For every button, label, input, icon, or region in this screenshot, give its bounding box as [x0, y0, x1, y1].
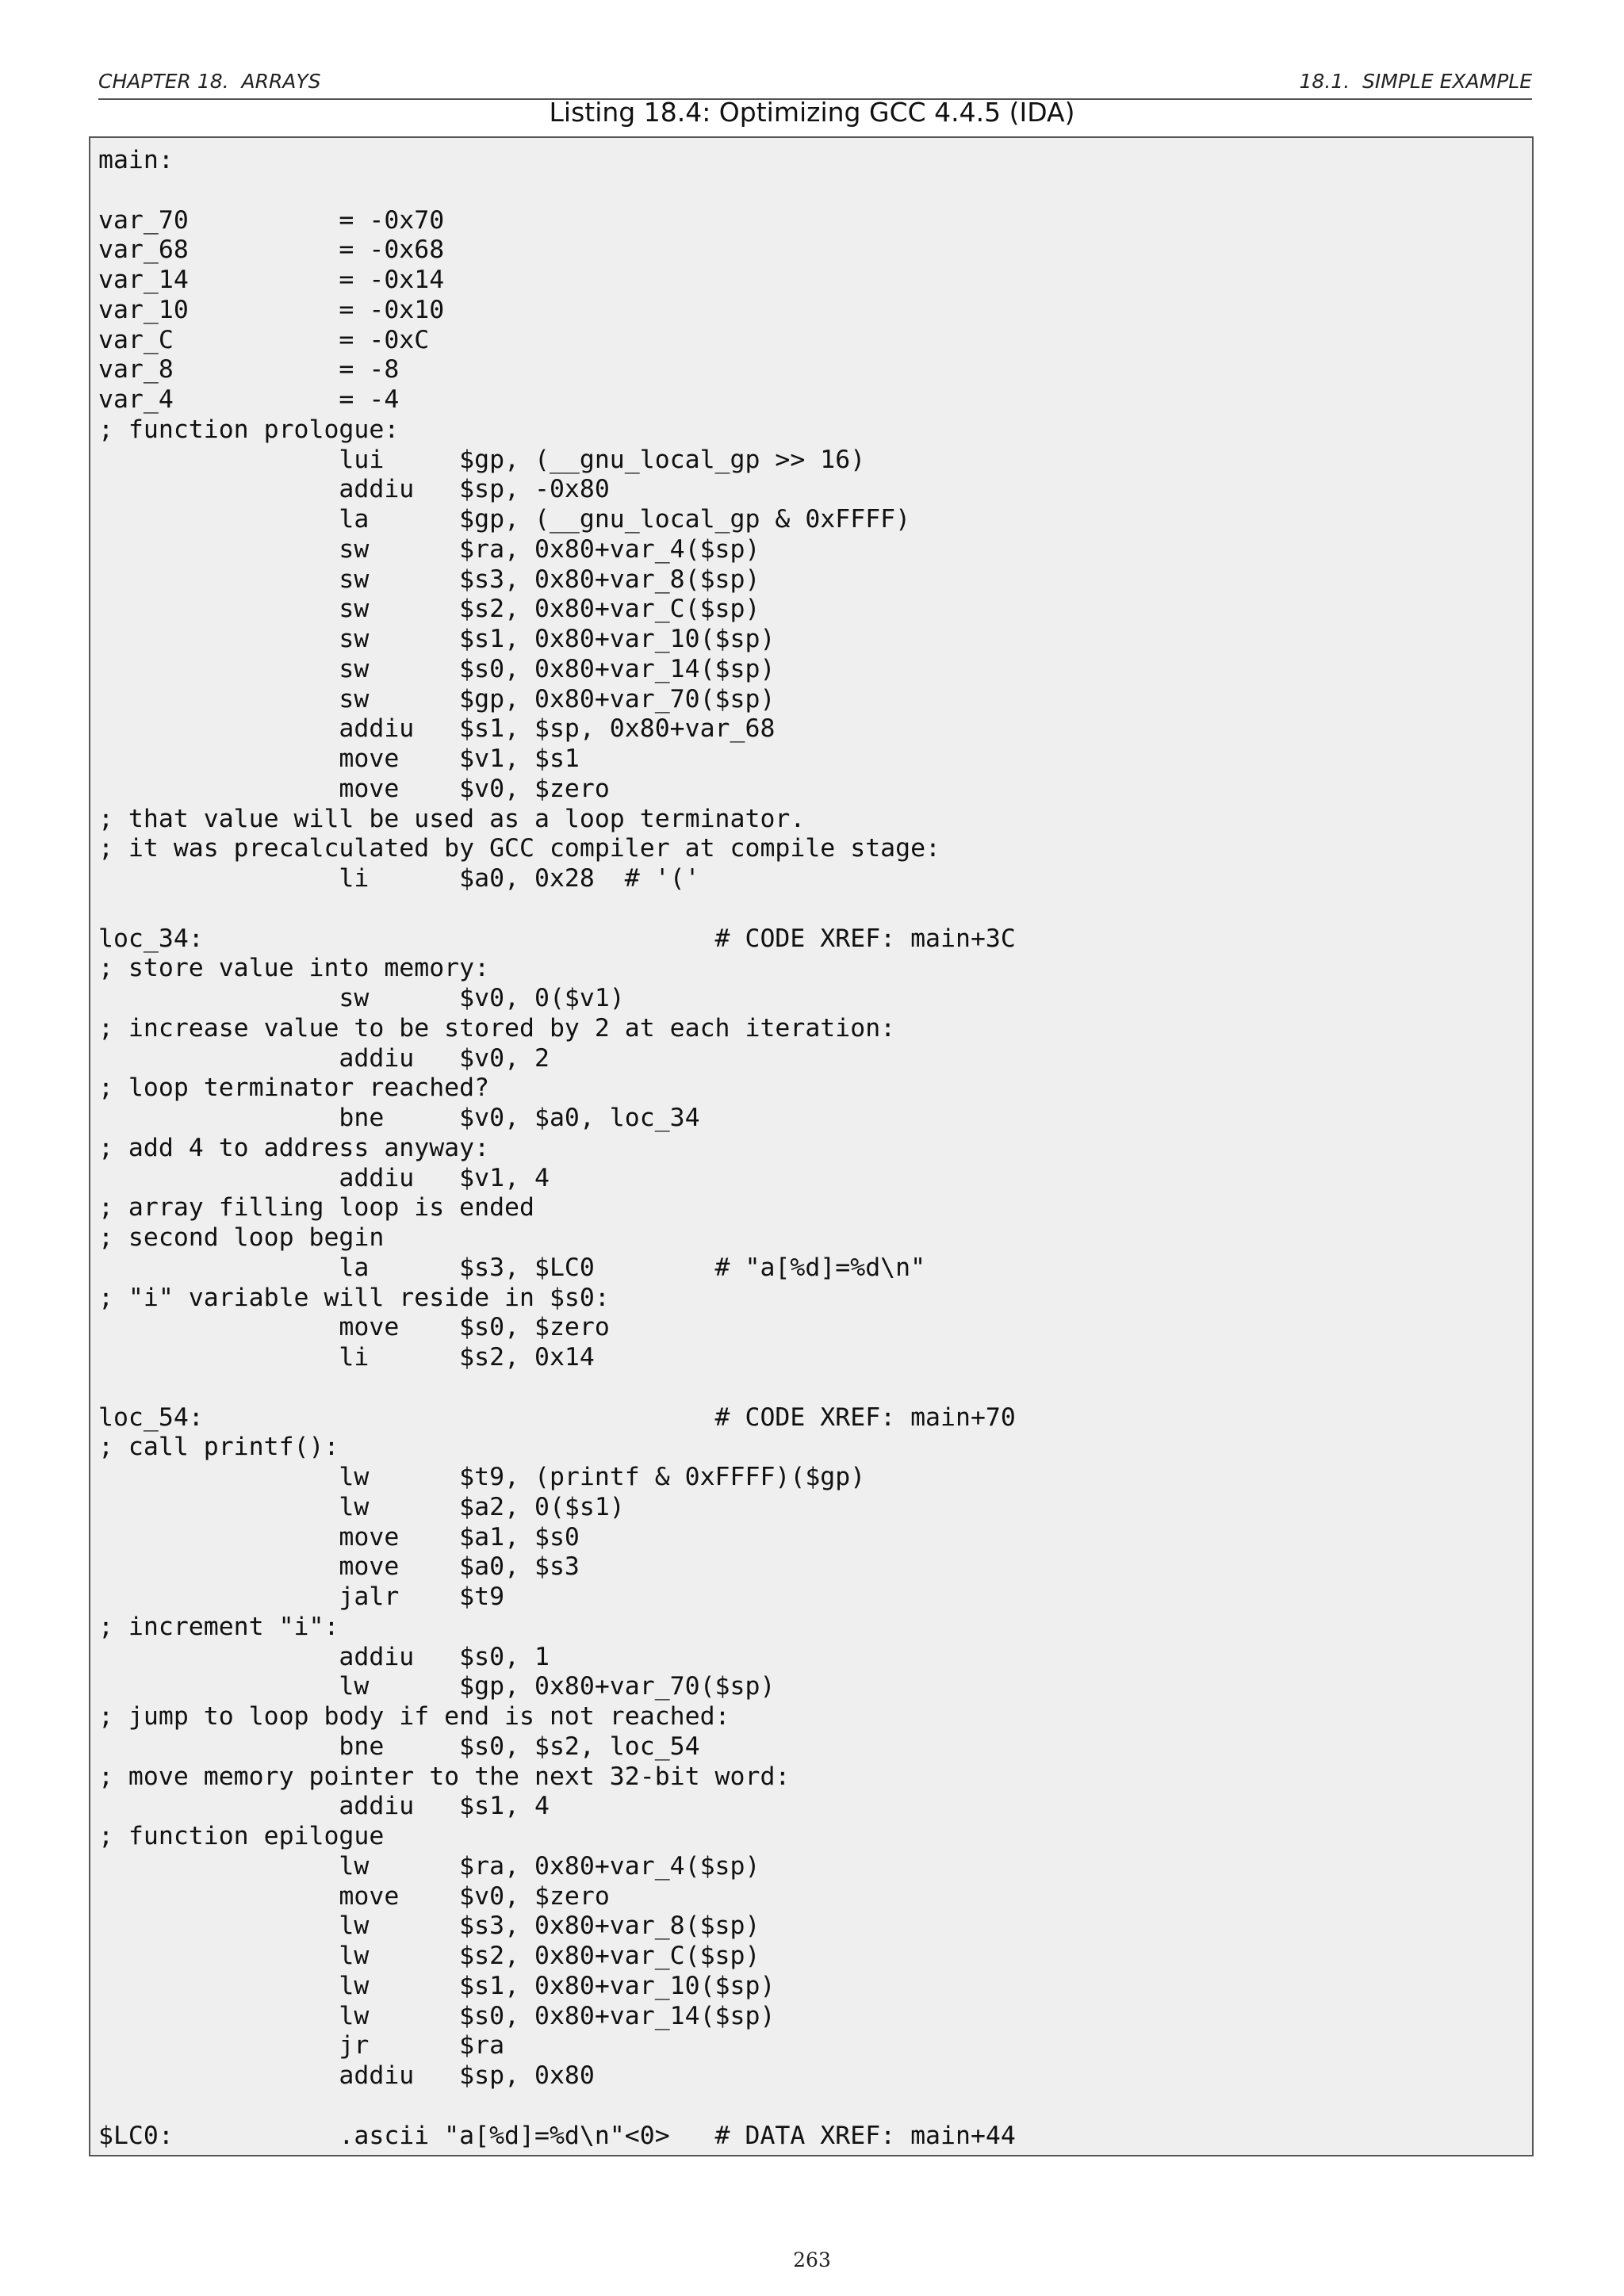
code-line: li $a0, 0x28 # '(': [98, 864, 700, 893]
code-line: sw $ra, 0x80+var_4($sp): [98, 534, 760, 564]
chapter-title: CHAPTER 18. ARRAYS: [98, 70, 321, 93]
code-line: [98, 176, 1532, 206]
code-line: ; array filling loop is ended: [98, 1193, 534, 1223]
code-line: var_8 = -8: [98, 355, 400, 385]
code-block: [98, 146, 1532, 2151]
code-line: ; move memory pointer to the next 32-bit word:: [98, 1762, 791, 1791]
code-line: ; loop terminator reached?: [98, 1073, 490, 1103]
code-line: move $v0, $zero: [98, 1881, 610, 1911]
code-line: [98, 894, 1532, 924]
code-line: bne $v0, $a0, loc_34: [98, 1104, 700, 1132]
listing-caption: Listing 18.4: Optimizing GCC 4.4.5 (IDA): [549, 97, 1075, 128]
section-title: 18.1. SIMPLE EXAMPLE: [1299, 70, 1532, 93]
code-line: var_C = -0xC: [98, 325, 430, 354]
running-header: [98, 67, 1532, 100]
code-line: lw $a2, 0($s1): [98, 1492, 625, 1521]
code-line: ; increment "i":: [98, 1612, 339, 1641]
code-line: ; function prologue:: [98, 415, 400, 444]
code-line: [98, 1373, 1532, 1403]
code-line: sw $v0, 0($v1): [98, 984, 625, 1012]
code-line: lw $s1, 0x80+var_10($sp): [98, 1971, 776, 2000]
code-line: ; second loop begin: [98, 1223, 385, 1252]
code-line: lw $ra, 0x80+var_4($sp): [98, 1851, 760, 1881]
code-line: ; call printf():: [98, 1433, 339, 1462]
code-line: ; increase value to be stored by 2 at each iteration:: [98, 1013, 896, 1043]
code-line: var_68 = -0x68: [98, 235, 445, 265]
code-line: move $v0, $zero: [98, 774, 610, 803]
code-line: ; function epilogue: [98, 1822, 385, 1850]
code-line: addiu $sp, 0x80: [98, 2061, 595, 2090]
page-number: 263: [793, 2248, 831, 2271]
code-line: move $v1, $s1: [98, 744, 580, 773]
code-line: sw $s2, 0x80+var_C($sp): [98, 595, 760, 624]
code-line: lui $gp, (__gnu_local_gp >> 16): [98, 445, 866, 474]
code-line: lw $s2, 0x80+var_C($sp): [98, 1942, 760, 1970]
code-line: lw $gp, 0x80+var_70($sp): [98, 1672, 776, 1701]
code-line: ; store value into memory:: [98, 954, 490, 983]
code-line: addiu $s0, 1: [98, 1642, 550, 1671]
code-line: var_14 = -0x14: [98, 266, 445, 294]
code-line: sw $s1, 0x80+var_10($sp): [98, 625, 776, 653]
code-line: lw $s3, 0x80+var_8($sp): [98, 1911, 760, 1941]
code-line: loc_34: # CODE XREF: main+3C: [98, 924, 1016, 953]
code-line: jalr $t9: [98, 1582, 505, 1611]
code-line: [98, 2091, 1532, 2122]
code-line: li $s2, 0x14: [98, 1343, 595, 1372]
code-line: ; jump to loop body if end is not reached:: [98, 1702, 730, 1731]
code-line: la $s3, $LC0 # "a[%d]=%d\n": [98, 1253, 926, 1282]
code-line: jr $ra: [98, 2031, 505, 2061]
code-line: ; it was precalculated by GCC compiler at compile stage:: [98, 834, 941, 863]
code-line: addiu $s1, 4: [98, 1792, 550, 1821]
code-listing: [89, 136, 1534, 2156]
code-line: addiu $v1, 4: [98, 1163, 550, 1192]
code-line: loc_54: # CODE XREF: main+70: [98, 1402, 1016, 1432]
code-line: ; add 4 to address anyway:: [98, 1133, 490, 1162]
code-line: $LC0: .ascii "a[%d]=%d\n"<0> # DATA XREF: main+44: [98, 2121, 1016, 2150]
code-line: move $s0, $zero: [98, 1313, 610, 1342]
code-line: sw $s0, 0x80+var_14($sp): [98, 654, 776, 683]
code-line: bne $s0, $s2, loc_54: [98, 1732, 700, 1761]
code-line: lw $s0, 0x80+var_14($sp): [98, 2001, 776, 2030]
code-line: la $gp, (__gnu_local_gp & 0xFFFF): [98, 505, 911, 534]
code-line: var_10 = -0x10: [98, 295, 445, 324]
code-line: move $a1, $s0: [98, 1522, 580, 1552]
code-line: addiu $s1, $sp, 0x80+var_68: [98, 714, 776, 744]
code-line: sw $s3, 0x80+var_8($sp): [98, 564, 760, 594]
code-line: ; "i" variable will reside in $s0:: [98, 1283, 610, 1312]
code-line: lw $t9, (printf & 0xFFFF)($gp): [98, 1463, 866, 1491]
code-line: addiu $sp, -0x80: [98, 475, 610, 504]
code-line: move $a0, $s3: [98, 1552, 580, 1582]
code-line: var_4 = -4: [98, 385, 400, 414]
code-line: main:: [98, 146, 174, 174]
code-line: ; that value will be used as a loop terminator.: [98, 804, 806, 833]
code-line: addiu $v0, 2: [98, 1043, 550, 1073]
code-line: sw $gp, 0x80+var_70($sp): [98, 684, 776, 714]
code-line: var_70 = -0x70: [98, 205, 445, 235]
